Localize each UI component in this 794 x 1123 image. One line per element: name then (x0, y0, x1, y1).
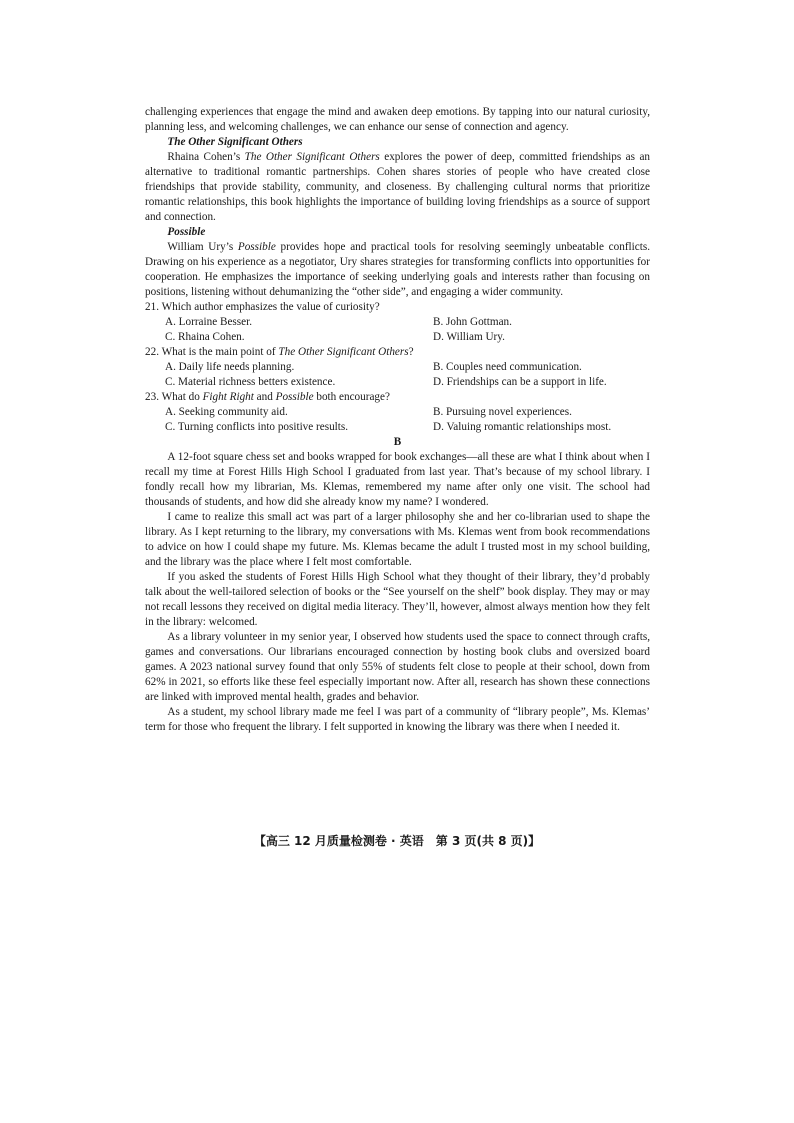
question-stem: 23. What do Fight Right and Possible both encourage? (145, 391, 390, 403)
section-b-heading: B (393, 436, 402, 448)
page-footer: 【高三 12 月质量检测卷 · 英语 第 3 页(共 8 页)】 (253, 834, 541, 848)
option-d: D. Friendships can be a support in life. (433, 376, 607, 388)
book-title-possible: Possible (167, 226, 206, 238)
option-c: C. Material richness betters existence. (165, 376, 336, 388)
section-b-paragraph-1: A 12-foot square chess set and books wrapped for book exchanges—all these are what I think about when I recall my time at Forest Hills High School I graduated from last year. That’s because of my school library. I fondly recall how my librarian, Ms. Klemas, remembered my name after only one visit. The school had thousands of students, and how did she already know my name? I wondered. (145, 451, 650, 508)
passage-a-intro-tail: challenging experiences that engage the mind and awaken deep emotions. By tapping into our natural curiosity, planning less, and welcoming challenges, we can enhance our sense of connection and agency. (145, 106, 650, 133)
book-description-possible: William Ury’s Possible provides hope and practical tools for resolving seemingly unbeatable conflicts. Drawing on his experience as a negotiator, Ury shares strategies for transforming conflicts into opportunities for cooperation. He emphasizes the importance of seeking underlying goals and interests rather than focusing on positions, listening without dehumanizing the “other side”, and engaging a wider community. (145, 241, 650, 298)
question-stem: 21. Which author emphasizes the value of curiosity? (145, 301, 380, 313)
option-b: B. Couples need communication. (433, 361, 582, 373)
question-23 (145, 390, 650, 435)
question-22 (145, 345, 650, 390)
book-title-other-significant-others: The Other Significant Others (167, 136, 303, 148)
option-a: A. Daily life needs planning. (165, 361, 295, 373)
section-b-paragraph-3: If you asked the students of Forest Hills High School what they thought of their library, they’d probably talk about the well-tailored selection of books or the “See yourself on the shelf” book display. They may or may not recall lessons they received on digital media literacy. They’ll, however, almost always mention how they felt in the library: welcomed. (145, 571, 650, 628)
option-a: A. Seeking community aid. (165, 406, 288, 418)
section-b-paragraph-5: As a student, my school library made me feel I was part of a community of “library people”, Ms. Klemas’ term for those who frequent the library. I felt supported in knowing the library was there when I needed it. (145, 706, 650, 733)
option-c: C. Turning conflicts into positive results. (165, 421, 349, 433)
book-description-other-significant-others: Rhaina Cohen’s The Other Significant Others explores the power of deep, committed friendships as an alternative to traditional romantic partnerships. Cohen shares stories of people who have created close friendships that provide stability, community, and closeness. By challenging cultural norms that prioritize romantic relationships, this book highlights the importance of building loving friendships as a source of support and connection. (145, 151, 651, 223)
question-stem: 22. What is the main point of The Other Significant Others? (145, 346, 414, 358)
option-a: A. Lorraine Besser. (165, 316, 252, 328)
option-d: D. William Ury. (433, 331, 505, 343)
option-d: D. Valuing romantic relationships most. (433, 421, 612, 433)
passage-page (145, 105, 650, 735)
option-b: B. Pursuing novel experiences. (433, 406, 572, 418)
section-b-paragraph-2: I came to realize this small act was part of a larger philosophy she and her co-librarian used to shape the library. As I kept returning to the library, my conversations with Ms. Klemas went from book recommendations to advice on how I could shape my future. Ms. Klemas became the adult I trusted most in my school building, and the library was the place where I felt most comfortable. (145, 511, 650, 568)
section-b-paragraph-4: As a library volunteer in my senior year, I observed how students used the space to connect through crafts, games and conversations. Our librarians encouraged connection by hosting book clubs and oversized board games. A 2023 national survey found that only 55% of students felt close to people at their school, down from 62% in 2021, so efforts like these feel especially important now. After all, research has shown these connections are linked with improved mental health, grades and behavior. (145, 631, 650, 703)
question-21 (145, 300, 650, 345)
option-c: C. Rhaina Cohen. (165, 331, 245, 343)
option-b: B. John Gottman. (433, 316, 512, 328)
